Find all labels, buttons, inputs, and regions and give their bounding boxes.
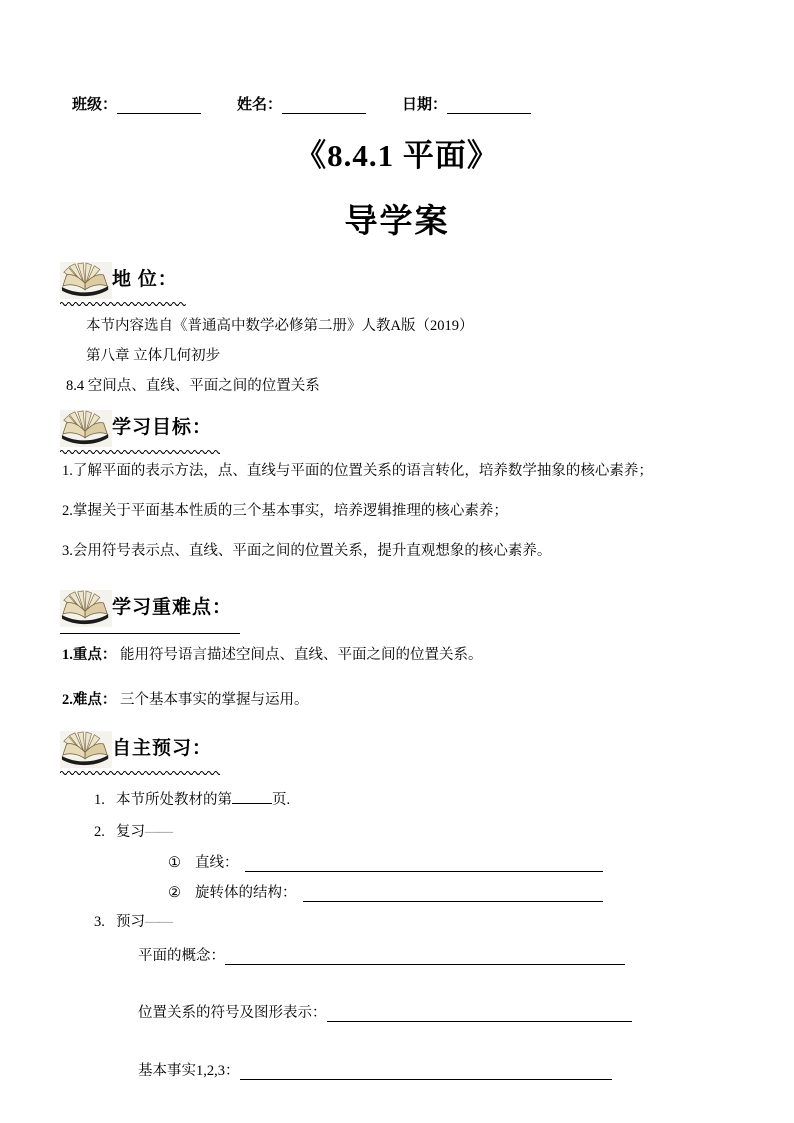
class-label: 班级： (72, 97, 118, 113)
date-field (402, 93, 531, 114)
objective-item-3: 3.会用符号表示点、直线、平面之间的位置关系，提升直观想象的核心素养。 (62, 543, 552, 559)
date-label: 日期： (402, 97, 448, 113)
page-subtitle: 导学案 (344, 204, 450, 240)
keypoint-text: 能用符号语言描述空间点、直线、平面之间的位置关系。 (120, 647, 483, 663)
preview-item-2 (94, 823, 734, 842)
open-book-icon (60, 262, 112, 299)
class-field (72, 93, 201, 114)
position-relation-label: 位置关系的符号及图形表示： (138, 1005, 327, 1021)
fill-blank-line (225, 949, 625, 965)
section-heading-keypoints (60, 590, 240, 636)
status-line-unit: 8.4 空间点、直线、平面之间的位置关系 (66, 378, 320, 394)
line-label: 直线： (195, 855, 239, 871)
preview-item-3 (94, 913, 734, 932)
circled-number: ① (168, 855, 181, 871)
wavy-underline (60, 769, 220, 775)
em-dash: —— (145, 824, 172, 840)
preview-item-1 (94, 788, 734, 810)
position-relation-row (138, 1001, 734, 1022)
straight-underline (60, 633, 240, 634)
open-book-icon (60, 590, 112, 627)
name-field (237, 93, 366, 114)
list-number: 3. (94, 914, 105, 930)
section-heading-objectives (60, 410, 220, 454)
preview-item-1-post: 页. (272, 792, 291, 808)
page-title: 《8.4.1 平面》 (295, 138, 499, 173)
solid-of-revolution-label: 旋转体的结构： (195, 885, 297, 901)
section-heading-preview (60, 731, 220, 775)
section-title: 地 位： (112, 269, 178, 291)
list-number: 1. (94, 792, 105, 808)
header-row (72, 93, 734, 114)
em-dash: —— (145, 914, 172, 930)
objective-item-1: 1.了解平面的表示方法，点、直线与平面的位置关系的语言转化，培养数学抽象的核心素养； (62, 463, 653, 479)
date-blank-line (447, 98, 531, 114)
fill-blank-line (327, 1006, 632, 1022)
page-number-blank (232, 788, 272, 804)
status-line-chapter: 第八章 立体几何初步 (86, 348, 221, 364)
status-line-source: 本节内容选自《普通高中数学必修第二册》人教A版（2019） (86, 318, 474, 334)
keypoint-item-1 (62, 646, 734, 665)
fill-blank-line (240, 1064, 612, 1080)
section-title: 学习目标： (112, 417, 213, 439)
name-label: 姓名： (237, 97, 283, 113)
preview-item-1-pre: 本节所处教材的第 (116, 792, 232, 808)
preview-item-3-text: 预习 (116, 914, 145, 930)
keypoint-label: 1.重点： (62, 647, 117, 663)
name-blank-line (282, 98, 366, 114)
open-book-icon (60, 731, 112, 768)
class-blank-line (117, 98, 201, 114)
review-sub-item-1 (168, 851, 734, 872)
review-sub-item-2 (168, 881, 734, 902)
open-book-icon (60, 410, 112, 447)
wavy-underline (60, 300, 186, 306)
section-heading-status (60, 262, 186, 306)
difficulty-text: 三个基本事实的掌握与运用。 (120, 692, 309, 708)
wavy-underline (60, 448, 220, 454)
preview-item-2-text: 复习 (116, 824, 145, 840)
fill-blank-line (303, 886, 603, 902)
basic-facts-row (138, 1059, 734, 1080)
objective-item-2: 2.掌握关于平面基本性质的三个基本事实，培养逻辑推理的核心素养； (62, 503, 508, 519)
list-number: 2. (94, 824, 105, 840)
plane-concept-row (138, 944, 734, 965)
fill-blank-line (245, 856, 603, 872)
basic-facts-label: 基本事实1,2,3： (138, 1063, 240, 1079)
plane-concept-label: 平面的概念： (138, 948, 225, 964)
circled-number: ② (168, 885, 181, 901)
keypoint-item-2 (62, 691, 734, 710)
section-title: 学习重难点： (112, 597, 233, 619)
difficulty-label: 2.难点： (62, 692, 117, 708)
section-title: 自主预习： (112, 738, 213, 760)
